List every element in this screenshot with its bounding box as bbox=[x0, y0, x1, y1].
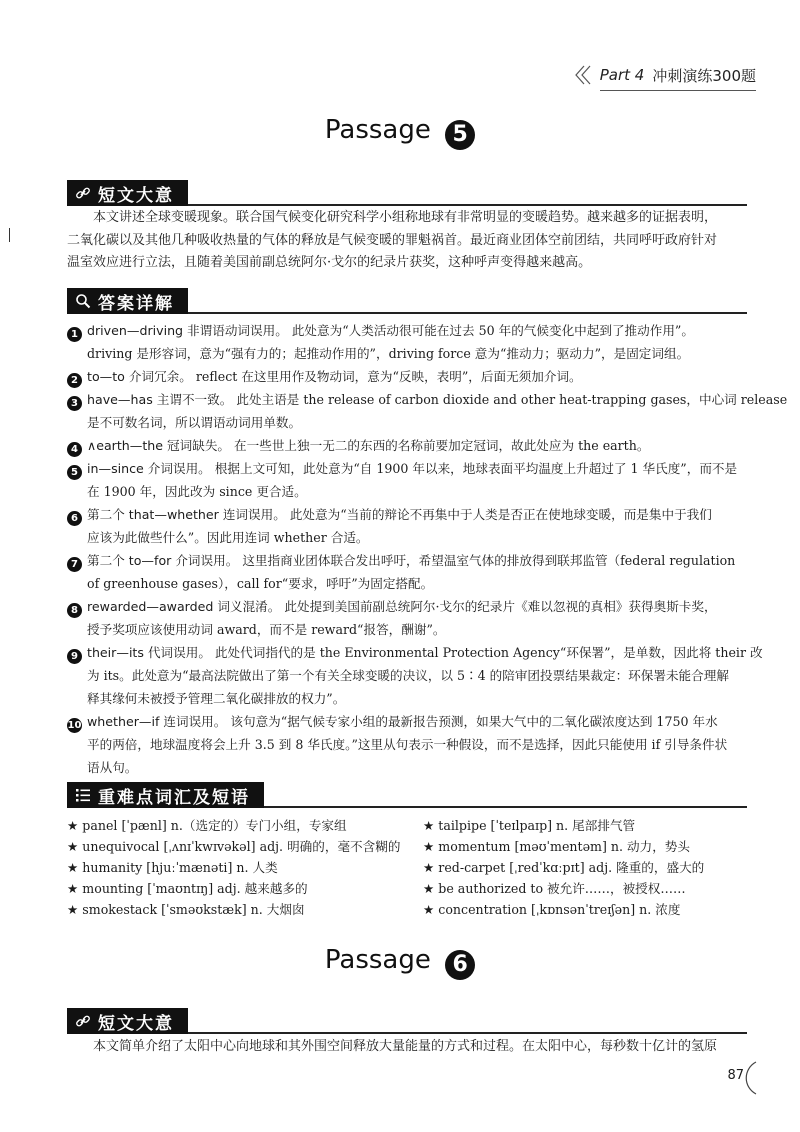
answer-item: 1 driven—driving 非谓语动词误用。 此处意为“人类活动很可能在过去 50 年的气候变化中起到了推动作用”。 bbox=[67, 320, 694, 342]
answer-continuation: 应该为此做些什么”。因此用连词 whether 合适。 bbox=[87, 530, 369, 545]
section-header-answers bbox=[67, 286, 747, 314]
answer-item: 9 their—its 代词误用。 此处代词指代的是 the Environmental Protection Agency“环保署”，是单数，因此将 their 改 bbox=[67, 642, 763, 664]
vocab-item: ★ smokestack [ˈsməʊkstæk] n. 大烟囱 bbox=[67, 902, 305, 917]
section-header-summary-2 bbox=[67, 1006, 747, 1034]
vocab-item: ★ unequivocal [ˌʌnɪˈkwɪvəkəl] adj. 明确的，毫不含糊的 bbox=[67, 839, 401, 854]
answer-continuation: driving 是形容词，意为“强有力的；起推动作用的”，driving force 意为“推动力；驱动力”，是固定词组。 bbox=[87, 346, 690, 361]
vocab-item: ★ humanity [hjuːˈmænəti] n. 人类 bbox=[67, 860, 278, 875]
section-header-summary bbox=[67, 178, 747, 206]
passage-number-badge: 6 bbox=[445, 950, 475, 980]
answer-continuation: 释其缘何未被授予管理二氧化碳排放的权力”。 bbox=[87, 691, 346, 706]
magnifier-icon bbox=[75, 293, 91, 309]
summary-line: 本文简单介绍了太阳中心向地球和其外围空间释放大量能量的方式和过程。在太阳中心，每秒数十亿计的氢原 bbox=[93, 1039, 718, 1054]
answer-item: 4 ∧earth—the 冠词缺失。 在一些世上独一无二的东西的名称前要加定冠词，故此处应为 the earth。 bbox=[67, 435, 649, 457]
vocab-item: ★ momentum [məʊˈmentəm] n. 动力，势头 bbox=[423, 839, 690, 854]
page-number: 87 bbox=[727, 1068, 744, 1083]
answer-item: 3 have—has 主谓不一致。 此处主语是 the release of carbon dioxide and other heat-trapping gases，中心词 release bbox=[67, 389, 787, 411]
answer-continuation: of greenhouse gases），call for“要求，呼吁”为固定搭配。 bbox=[87, 576, 434, 591]
summary-line: 本文讲述全球变暖现象。联合国气候变化研究科学小组称地球有非常明显的变暖趋势。越来越多的证据表明， bbox=[93, 210, 718, 225]
passage-5-title bbox=[0, 115, 800, 150]
vocab-item: ★ concentration [ˌkɒnsənˈtreɪʃən] n. 浓度 bbox=[423, 902, 681, 917]
section-title: 短文大意 bbox=[98, 1013, 174, 1034]
answer-item: 5 in—since 介词误用。 根据上文可知，此处意为“自 1900 年以来，地球表面平均温度上升超过了 1 华氏度”，而不是 bbox=[67, 458, 737, 480]
section-title: 短文大意 bbox=[98, 185, 174, 206]
section-title: 重难点词汇及短语 bbox=[98, 787, 250, 808]
passage-label: Passage bbox=[324, 945, 431, 975]
arrow-decoration-icon bbox=[570, 64, 596, 86]
section-title: 答案详解 bbox=[98, 293, 174, 314]
summary-line: 二氧化碳以及其他几种吸收热量的气体的释放是气候变暖的罪魁祸首。最近商业团体空前团结，共同呼吁政府针对 bbox=[67, 232, 718, 248]
summary-line: 温室效应进行立法，且随着美国前副总统阿尔·戈尔的纪录片获奖，这种呼声变得越来越高。 bbox=[67, 255, 592, 270]
answer-continuation: 语从句。 bbox=[87, 760, 138, 775]
running-head bbox=[570, 63, 756, 87]
answer-item: 6 第二个 that—whether 连词误用。 此处意为“当前的辩论不再集中于人类是否正在使地球变暖，而是集中于我们 bbox=[67, 504, 712, 526]
link-icon bbox=[75, 1013, 91, 1029]
answer-item: 2 to—to 介词冗余。 reflect 在这里用作及物动词，意为“反映，表明”，后面无须加介词。 bbox=[67, 366, 582, 388]
answer-continuation: 在 1900 年，因此改为 since 更合适。 bbox=[87, 484, 307, 499]
vocab-item: ★ panel [ˈpænl] n.（选定的）专门小组，专家组 bbox=[67, 818, 347, 833]
vocab-item: ★ red-carpet [ˌredˈkɑːpɪt] adj. 隆重的，盛大的 bbox=[423, 860, 705, 875]
answer-item: 10 whether—if 连词误用。 该句意为“据气候专家小组的最新报告预测，如果大气中的二氧化碳浓度达到 1750 年水 bbox=[67, 714, 718, 731]
section-header-vocab bbox=[67, 780, 747, 808]
margin-mark bbox=[9, 228, 10, 242]
passage-6-title bbox=[0, 945, 800, 980]
answer-continuation: 平的两倍，地球温度将会上升 3.5 到 8 华氏度。”这里从句表示一种假设，而不是选择，因此只能使用 if 引导条件状 bbox=[87, 737, 728, 752]
answer-item: 8 rewarded—awarded 词义混淆。 此处提到美国前副总统阿尔·戈尔的纪录片《难以忽视的真相》获得奥斯卡奖， bbox=[67, 596, 717, 618]
passage-number-badge: 5 bbox=[445, 120, 475, 150]
link-icon bbox=[75, 185, 91, 201]
summary-paragraph bbox=[67, 207, 750, 275]
answer-continuation: 授予奖项应该使用动词 award，而不是 reward“报答，酬谢”。 bbox=[87, 622, 446, 637]
answer-item: 7 第二个 to—for 介词误用。 这里指商业团体联合发出呼吁，希望温室气体的排放得到联邦监管（federal regulation bbox=[67, 550, 735, 572]
vocab-item: ★ mounting [ˈmaʊntɪŋ] adj. 越来越多的 bbox=[67, 881, 308, 896]
answer-continuation: 为 its。此处意为“最高法院做出了第一个有关全球变暖的决议，以 5∶4 的陪审团投票结果裁定：环保署未能合理解 bbox=[87, 668, 729, 683]
list-icon bbox=[75, 787, 91, 803]
answer-continuation: 是不可数名词，所以谓语动词用单数。 bbox=[87, 415, 302, 430]
summary-paragraph-2 bbox=[67, 1036, 750, 1059]
part-label: Part 4 bbox=[599, 66, 645, 84]
vocab-item: ★ tailpipe [ˈteɪlpaɪp] n. 尾部排气管 bbox=[423, 818, 636, 833]
header-title: 冲刺演练300题 bbox=[652, 66, 756, 85]
passage-label: Passage bbox=[324, 115, 431, 145]
vocab-item: ★ be authorized to 被允许……，被授权…… bbox=[423, 881, 686, 896]
